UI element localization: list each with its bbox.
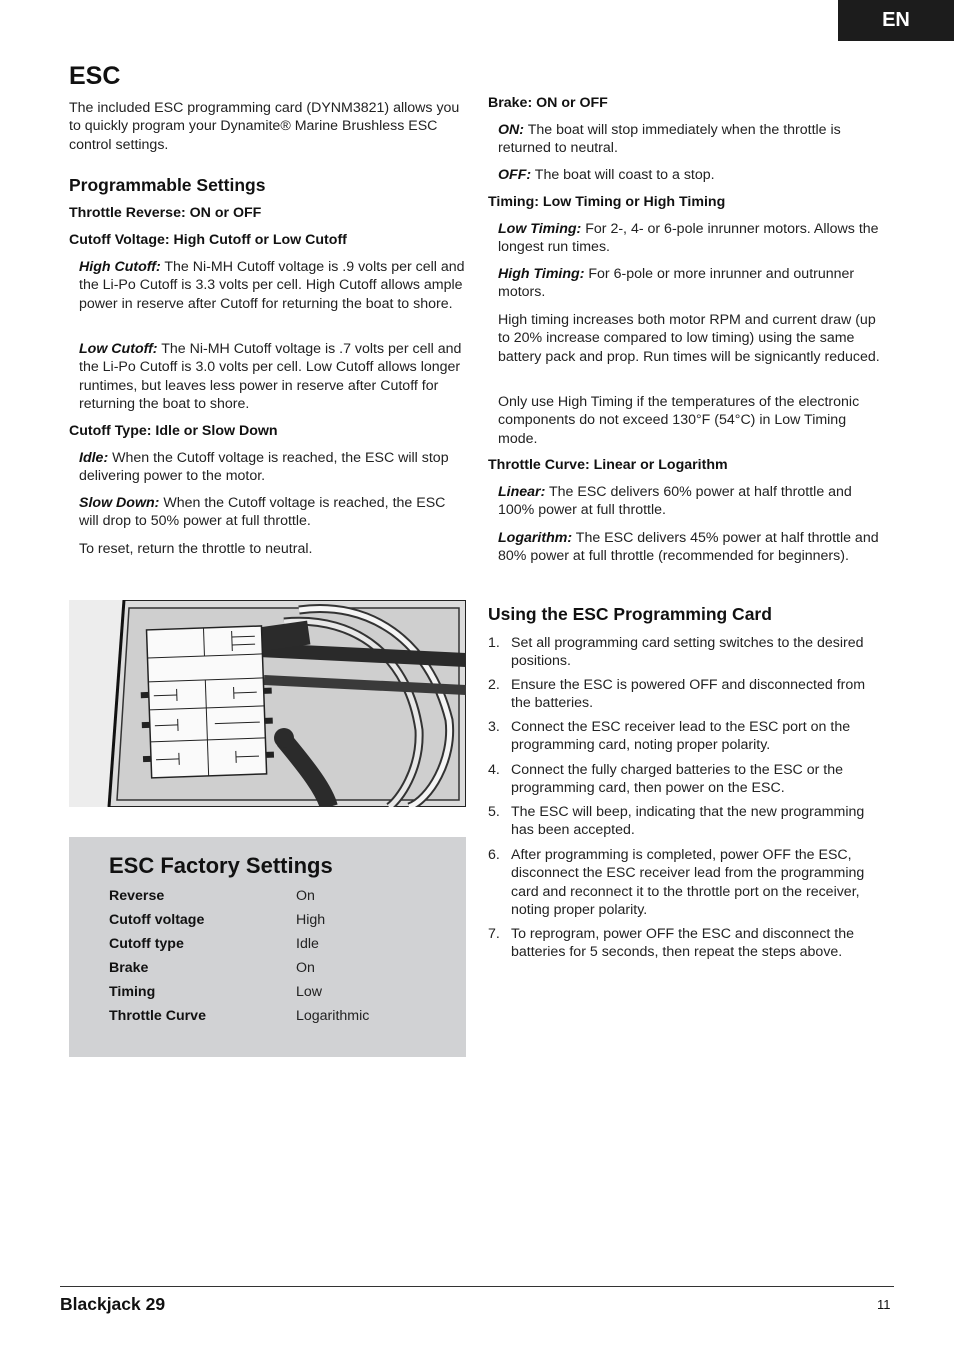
brake-off-paragraph — [498, 166, 890, 184]
step-text: Connect the fully charged batteries to the ESC or the programming card, then power on the ESC. — [511, 762, 844, 797]
brake-off-term: OFF: — [498, 167, 532, 183]
high-timing-term: High Timing: — [498, 266, 585, 282]
step-text: To reprogram, power OFF the ESC and disconnect the batteries for 5 seconds, then repeat the steps above. — [511, 926, 855, 961]
setting-value: On — [296, 960, 315, 976]
setting-value: High — [296, 912, 326, 928]
intro-paragraph: The included ESC programming card (DYNM3821) allows you to quickly program your Dynamite® Marine Brushless ESC control settings. — [69, 100, 460, 153]
programming-card-illustration — [69, 600, 466, 807]
logarithm-paragraph — [498, 529, 890, 566]
setting-value: Logarithmic — [296, 1008, 370, 1024]
brake-off-text: The boat will coast to a stop. — [531, 167, 715, 183]
high-cutoff-paragraph — [79, 258, 469, 313]
step-text: Connect the ESC receiver lead to the ESC port on the programming card, noting proper polarity. — [511, 719, 851, 754]
slow-down-text: When the Cutoff voltage is reached, the ESC will drop to 50% power at full throttle. — [79, 495, 446, 530]
logarithm-term: Logarithm: — [498, 530, 573, 546]
logarithm-text: The ESC delivers 45% power at half throttle and 80% power at full throttle (recommended for beginners). — [498, 530, 879, 565]
step-number: 6. — [488, 847, 500, 863]
step-number: 4. — [488, 762, 500, 778]
step-number: 7. — [488, 926, 500, 942]
throttle-reverse-heading: Throttle Reverse: ON or OFF — [69, 205, 262, 221]
page-number: 11 — [877, 1297, 891, 1312]
high-timing-paragraph — [498, 265, 890, 302]
high-timing-text: For 6-pole or more inrunner and outrunner motors. — [498, 266, 855, 301]
factory-settings-panel — [69, 837, 466, 1057]
timing-heading: Timing: Low Timing or High Timing — [488, 194, 726, 210]
factory-settings-heading: ESC Factory Settings — [109, 853, 333, 878]
brake-heading: Brake: ON or OFF — [488, 95, 608, 111]
low-timing-term: Low Timing: — [498, 221, 582, 237]
idle-text: When the Cutoff voltage is reached, the ESC will stop delivering power to the motor. — [79, 450, 449, 485]
linear-paragraph — [498, 483, 890, 520]
high-cutoff-text: The Ni-MH Cutoff voltage is .9 volts per cell and the Li-Po Cutoff is 3.3 volts per cell. High Cutoff allows ample power in reserve after Cutoff for returning the boat to shore. — [79, 259, 465, 312]
setting-name: Reverse — [109, 888, 165, 904]
page-title: ESC — [69, 62, 121, 90]
esc-programming-card-photo — [69, 600, 466, 807]
setting-name: Timing — [109, 984, 156, 1000]
step-text: Set all programming card setting switches to the desired positions. — [511, 635, 864, 670]
list-item — [488, 925, 888, 962]
brake-on-term: ON: — [498, 122, 525, 138]
slow-down-term: Slow Down: — [79, 495, 160, 511]
setting-value: Low — [296, 984, 323, 1000]
high-cutoff-term: High Cutoff: — [79, 259, 161, 275]
low-cutoff-text: The Ni-MH Cutoff voltage is .7 volts per cell and the Li-Po Cutoff is 3.0 volts per cell. Low Cutoff allows longer runtimes, but leaves less power in reserve after Cutoff for returning the boat to shore. — [79, 341, 462, 412]
list-item — [488, 634, 888, 671]
step-number: 1. — [488, 635, 500, 651]
low-cutoff-term: Low Cutoff: — [79, 341, 158, 357]
programmable-settings-heading: Programmable Settings — [69, 175, 266, 195]
setting-name: Cutoff type — [109, 936, 184, 952]
throttle-curve-heading: Throttle Curve: Linear or Logarithm — [488, 457, 728, 473]
step-number: 5. — [488, 804, 500, 820]
idle-term: Idle: — [79, 450, 109, 466]
linear-term: Linear: — [498, 484, 546, 500]
step-number: 3. — [488, 719, 500, 735]
setting-name: Cutoff voltage — [109, 912, 205, 928]
list-item — [488, 718, 888, 755]
low-cutoff-paragraph — [79, 340, 469, 413]
high-timing-detail-paragraph: High timing increases both motor RPM and current draw (up to 20% increase compared to low timing) using the same battery pack and prop. Run times will be signicantly reduced. — [498, 312, 880, 365]
list-item — [488, 676, 888, 713]
reset-paragraph: To reset, return the throttle to neutral. — [79, 541, 313, 557]
high-timing-warning-paragraph: Only use High Timing if the temperatures of the electronic components do not exceed 130°F (54°C) in Low Timing mode. — [498, 394, 860, 447]
low-timing-text: For 2-, 4- or 6-pole inrunner motors. Allows the longest run times. — [498, 221, 879, 256]
brake-on-paragraph — [498, 121, 890, 158]
list-item — [488, 803, 888, 840]
setting-value: Idle — [296, 936, 319, 952]
brake-on-text: The boat will stop immediately when the throttle is returned to neutral. — [498, 122, 841, 157]
slow-down-paragraph — [79, 494, 464, 531]
linear-text: The ESC delivers 60% power at half throttle and 100% power at full throttle. — [498, 484, 852, 519]
list-item — [488, 761, 888, 798]
list-item — [488, 846, 888, 919]
cutoff-type-heading: Cutoff Type: Idle or Slow Down — [69, 423, 278, 439]
setting-name: Throttle Curve — [109, 1008, 206, 1024]
low-timing-paragraph — [498, 220, 890, 257]
step-text: After programming is completed, power OFF the ESC, disconnect the ESC receiver lead from the programming card and reconnect it to the throttle port on the receiver, noting proper polarity. — [511, 847, 865, 918]
language-tab: EN — [838, 0, 954, 41]
setting-value: On — [296, 888, 315, 904]
programming-card-heading: Using the ESC Programming Card — [488, 604, 772, 624]
programmable-settings-section — [69, 175, 469, 196]
footer-title: Blackjack 29 — [60, 1294, 166, 1314]
setting-name: Brake — [109, 960, 149, 976]
idle-paragraph — [79, 449, 464, 486]
step-number: 2. — [488, 677, 500, 693]
step-text: The ESC will beep, indicating that the new programming has been accepted. — [511, 804, 865, 839]
footer-divider — [60, 1286, 894, 1287]
step-text: Ensure the ESC is powered OFF and disconnected from the batteries. — [511, 677, 866, 712]
cutoff-voltage-heading: Cutoff Voltage: High Cutoff or Low Cutoff — [69, 232, 347, 248]
